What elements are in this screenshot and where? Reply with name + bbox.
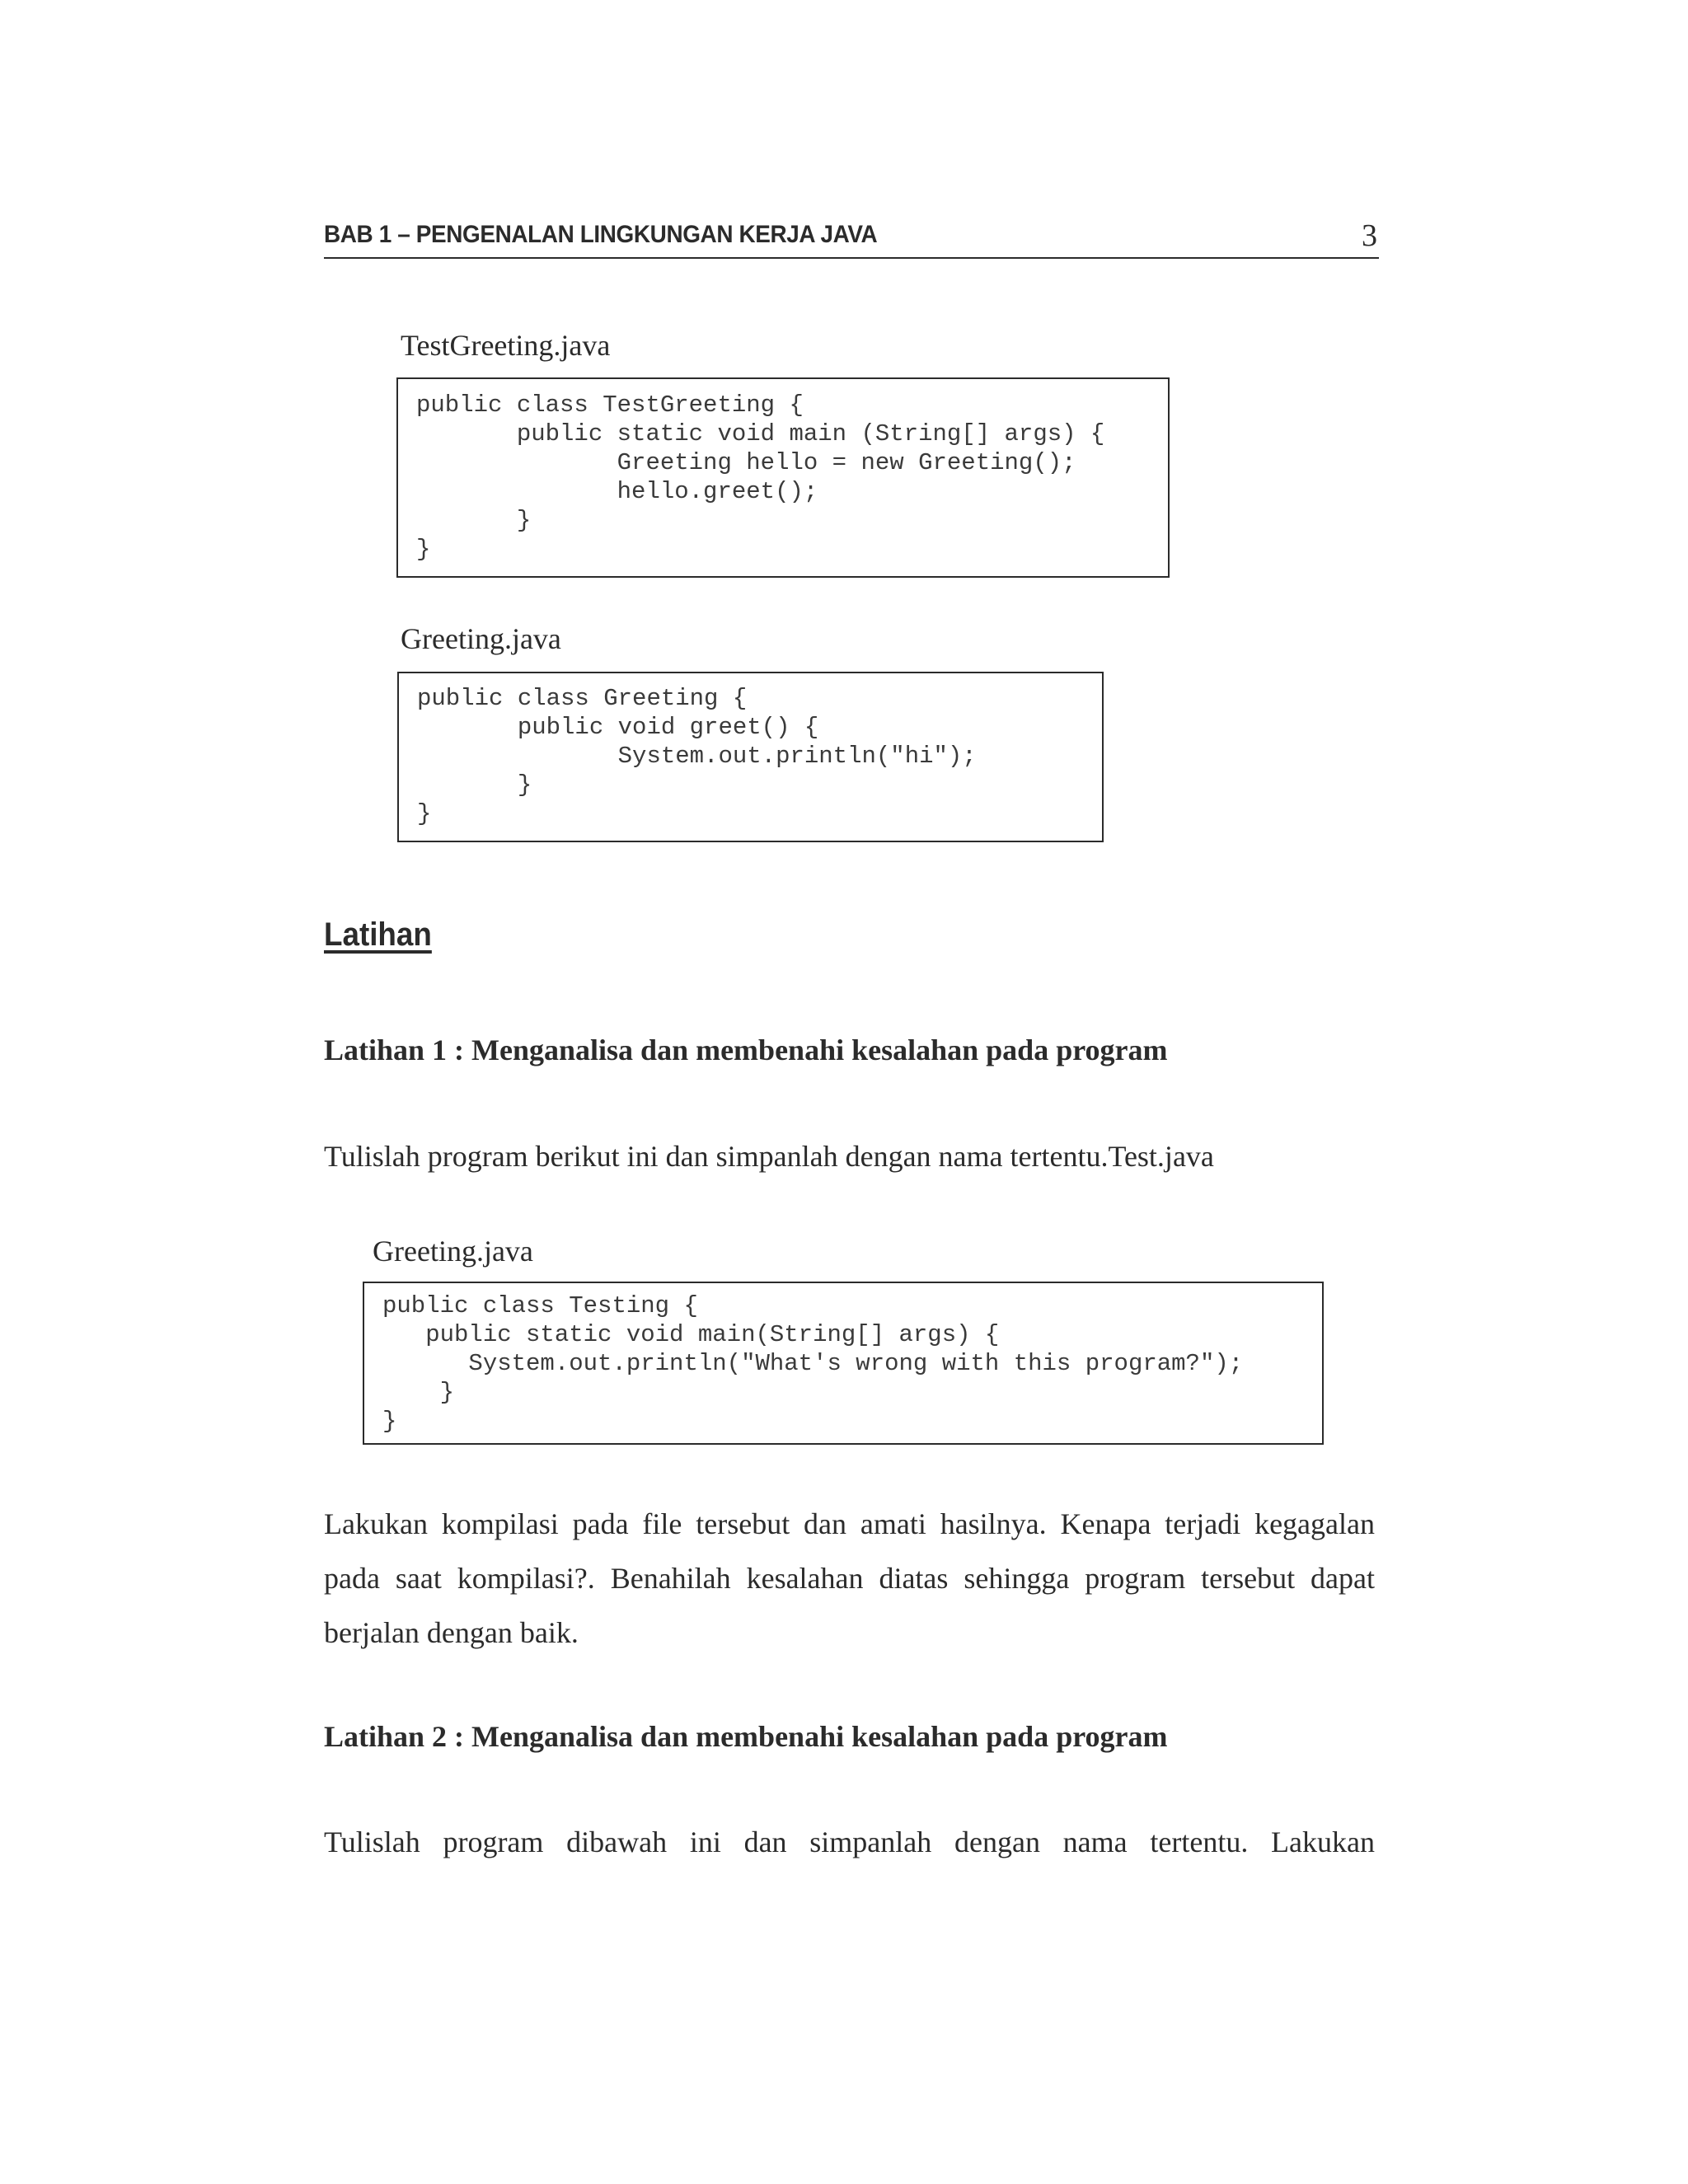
code-line: } <box>416 536 431 563</box>
code-block-1 <box>396 377 1170 578</box>
exercise-1-title: Latihan 1 : Menganalisa dan membenahi kesalahan pada program <box>324 1033 1168 1066</box>
exercise-1-code-block <box>363 1282 1324 1445</box>
code-line: public class Greeting { <box>417 685 748 712</box>
code-line: } <box>417 800 432 827</box>
chapter-title: BAB 1 – PENGENALAN LINGKUNGAN KERJA JAVA <box>324 221 878 248</box>
code-line: Greeting hello = new Greeting(); <box>416 449 1076 476</box>
exercise-1-paragraph-line: Lakukan kompilasi pada file tersebut dan amati hasilnya. Kenapa terjadi kegagalan <box>324 1507 1375 1540</box>
exercise-1-code-filename: Greeting.java <box>373 1235 533 1268</box>
code-line: } <box>382 1379 455 1406</box>
code-line: public class TestGreeting { <box>416 391 804 419</box>
code-block-2-filename: Greeting.java <box>401 622 561 655</box>
exercise-2-instruction: Tulislah program dibawah ini dan simpanlah dengan nama tertentu. Lakukan <box>324 1825 1375 1858</box>
code-line: } <box>382 1408 397 1435</box>
code-line: } <box>417 771 532 799</box>
code-line: public class Testing { <box>382 1292 698 1319</box>
running-header <box>324 218 1379 259</box>
section-heading: Latihan <box>324 916 432 953</box>
code-block-2 <box>397 672 1104 842</box>
code-line: System.out.println("hi"); <box>417 743 977 770</box>
page-number: 3 <box>1362 218 1377 253</box>
code-block-1-filename: TestGreeting.java <box>401 329 611 362</box>
exercise-1-paragraph-line: berjalan dengan baik. <box>324 1616 579 1649</box>
exercise-2-title: Latihan 2 : Menganalisa dan membenahi kesalahan pada program <box>324 1720 1168 1753</box>
exercise-1-paragraph-line: pada saat kompilasi?. Benahilah kesalahan diatas sehingga program tersebut dapat <box>324 1562 1375 1595</box>
code-line: } <box>416 507 532 534</box>
code-line: public void greet() { <box>417 714 819 741</box>
code-line: public static void main (String[] args) { <box>416 420 1105 448</box>
code-line: hello.greet(); <box>416 478 818 505</box>
exercise-1-instruction: Tulislah program berikut ini dan simpanlah dengan nama tertentu.Test.java <box>324 1140 1214 1173</box>
code-line: public static void main(String[] args) { <box>382 1321 1000 1348</box>
code-line: System.out.println("What's wrong with this program?"); <box>382 1350 1244 1377</box>
